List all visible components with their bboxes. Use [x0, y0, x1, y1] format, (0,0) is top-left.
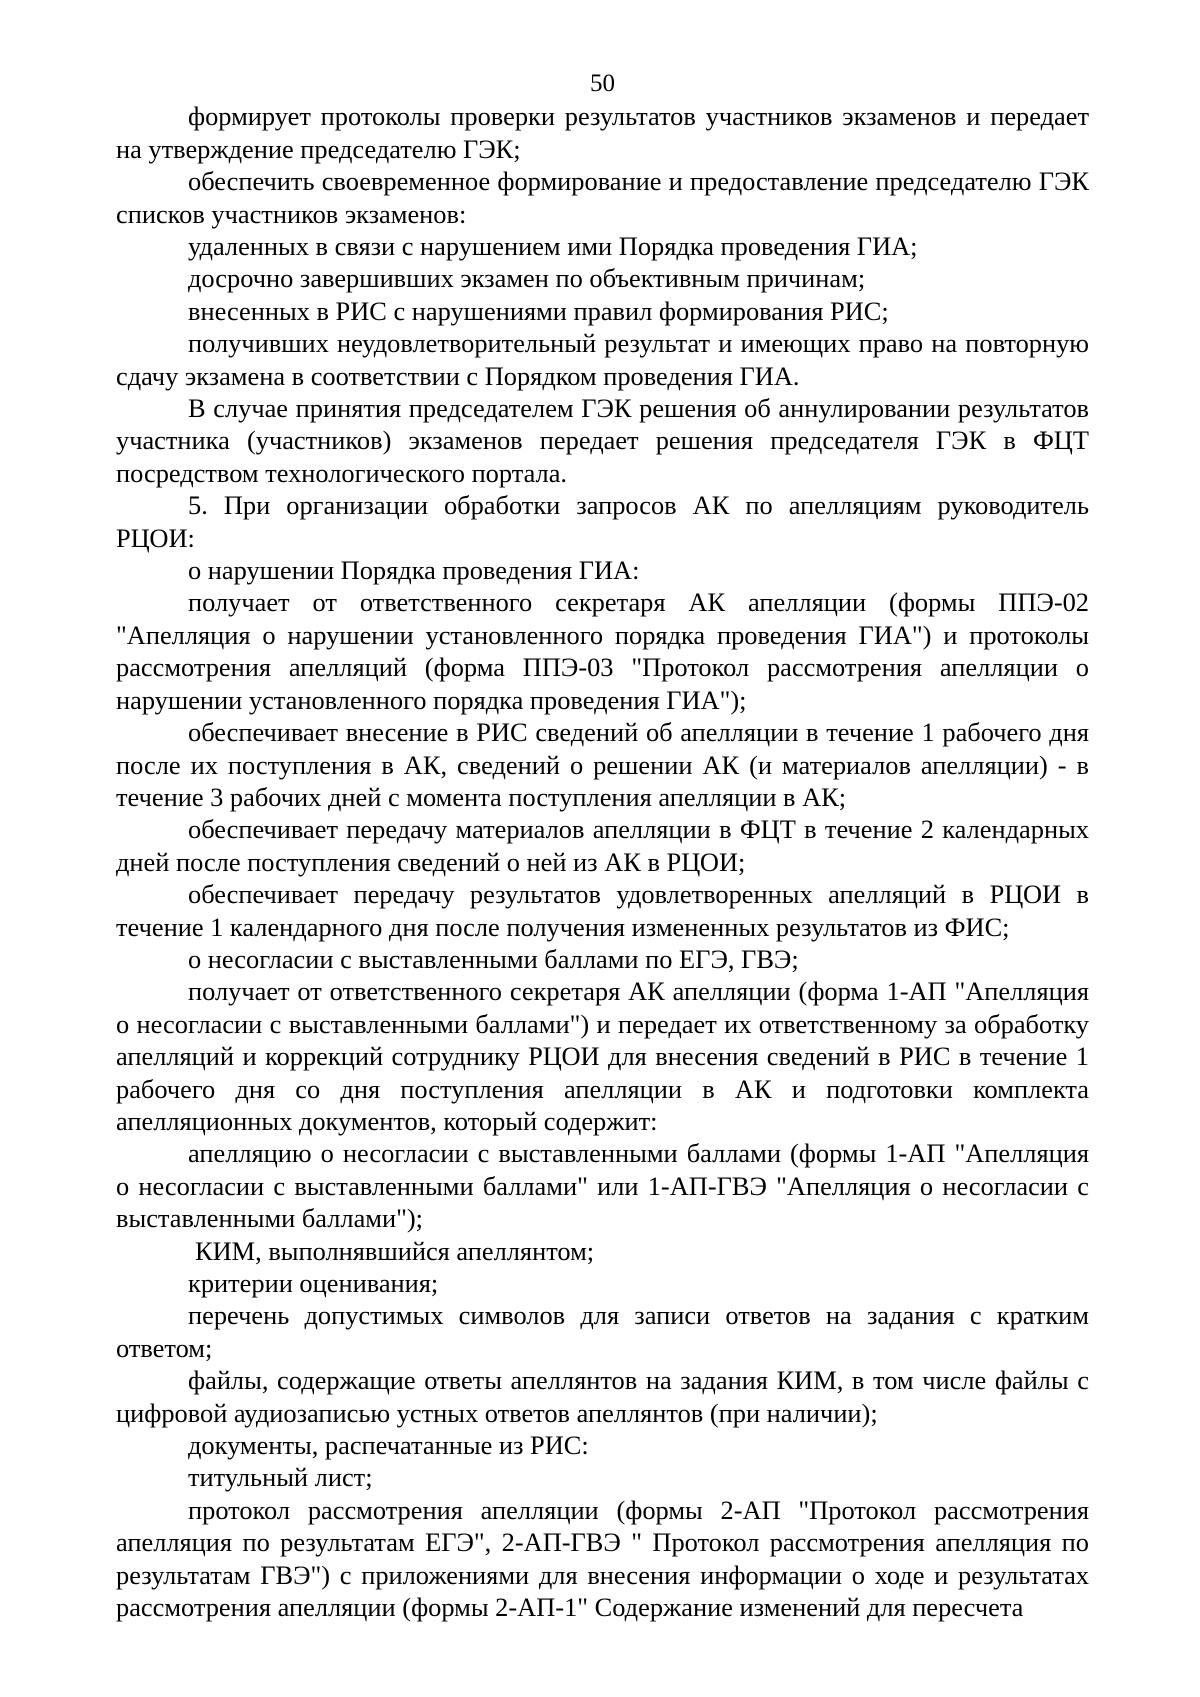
list-item: получивших неудовлетворительный результат и имеющих право на повторную сдачу экзамена в соответствии с Порядком проведения ГИА.	[116, 328, 1089, 391]
page-number: 50	[590, 70, 615, 97]
list-item: досрочно завершивших экзамен по объективным причинам;	[188, 263, 866, 294]
list-item: удаленных в связи с нарушением ими Порядка проведения ГИА;	[188, 231, 918, 262]
list-item: КИМ, выполнявшийся апеллянтом;	[195, 1235, 595, 1266]
paragraph: получает от ответственного секретаря АК апелляции (формы ППЭ-02 "Апелляция о нарушении установленного порядка проведения ГИА") и протоколы рассмотрения апелляций (форма ППЭ-03 "Протокол рассмотрения апелляции о нарушении установленного порядка проведения ГИА");	[116, 587, 1089, 715]
paragraph: обеспечить своевременное формирование и предоставление председателю ГЭК списков участников экзаменов:	[116, 166, 1089, 229]
list-item: внесенных в РИС с нарушениями правил формирования РИС;	[188, 295, 889, 326]
subsection-heading: о несогласии с выставленными баллами по ЕГЭ, ГВЭ;	[188, 943, 799, 974]
paragraph: обеспечивает передачу материалов апелляции в ФЦТ в течение 2 календарных дней после поступления сведений о ней из АК в РЦОИ;	[116, 814, 1089, 877]
subsection-heading: о нарушении Порядка проведения ГИА:	[188, 555, 640, 586]
paragraph: обеспечивает внесение в РИС сведений об апелляции в течение 1 рабочего дня после их поступления в АК, сведений о решении АК (и материалов апелляции) - в течение 3 рабочих дней с момента поступления апелляции в АК;	[116, 717, 1089, 812]
list-item: апелляцию о несогласии с выставленными баллами (формы 1-АП "Апелляция о несогласии с выставленными баллами" или 1-АП-ГВЭ "Апелляция о несогласии с выставленными баллами");	[116, 1138, 1089, 1234]
paragraph: формирует протоколы проверки результатов участников экзаменов и передает на утверждение председателю ГЭК;	[116, 101, 1089, 164]
list-item: документы, распечатанные из РИС:	[188, 1430, 589, 1461]
list-item: титульный лист;	[188, 1462, 373, 1493]
list-item: перечень допустимых символов для записи ответов на задания с кратким ответом;	[116, 1300, 1089, 1363]
document-page	[116, 68, 1089, 1623]
paragraph: В случае принятия председателем ГЭК решения об аннулировании результатов участника (участников) экзаменов передает решения председателя ГЭК в ФЦТ посредством технологического портала.	[116, 393, 1089, 488]
list-item: протокол рассмотрения апелляции (формы 2-АП "Протокол рассмотрения апелляция по результатам ЕГЭ", 2-АП-ГВЭ " Протокол рассмотрения апелляция по результатам ГВЭ") с приложениями для внесения информации о ходе и результатах рассмотрения апелляции (формы 2-АП-1" Содержание изменений для пересчета	[116, 1494, 1089, 1623]
list-item: файлы, содержащие ответы апеллянтов на задания КИМ, в том числе файлы с цифровой аудиозаписью устных ответов апеллянтов (при наличии);	[116, 1365, 1089, 1428]
paragraph: обеспечивает передачу результатов удовлетворенных апелляций в РЦОИ в течение 1 календарного дня после получения измененных результатов из ФИС;	[116, 879, 1089, 942]
section-paragraph: 5. При организации обработки запросов АК по апелляциям руководитель РЦОИ:	[116, 490, 1089, 553]
paragraph: получает от ответственного секретаря АК апелляции (форма 1-АП "Апелляция о несогласии с выставленными баллами") и передает их ответственному за обработку апелляций и коррекций сотруднику РЦОИ для внесения сведений в РИС в течение 1 рабочего дня со дня поступления апелляции в АК и подготовки комплекта апелляционных документов, который содержит:	[116, 976, 1089, 1136]
list-item: критерии оценивания;	[188, 1268, 439, 1299]
